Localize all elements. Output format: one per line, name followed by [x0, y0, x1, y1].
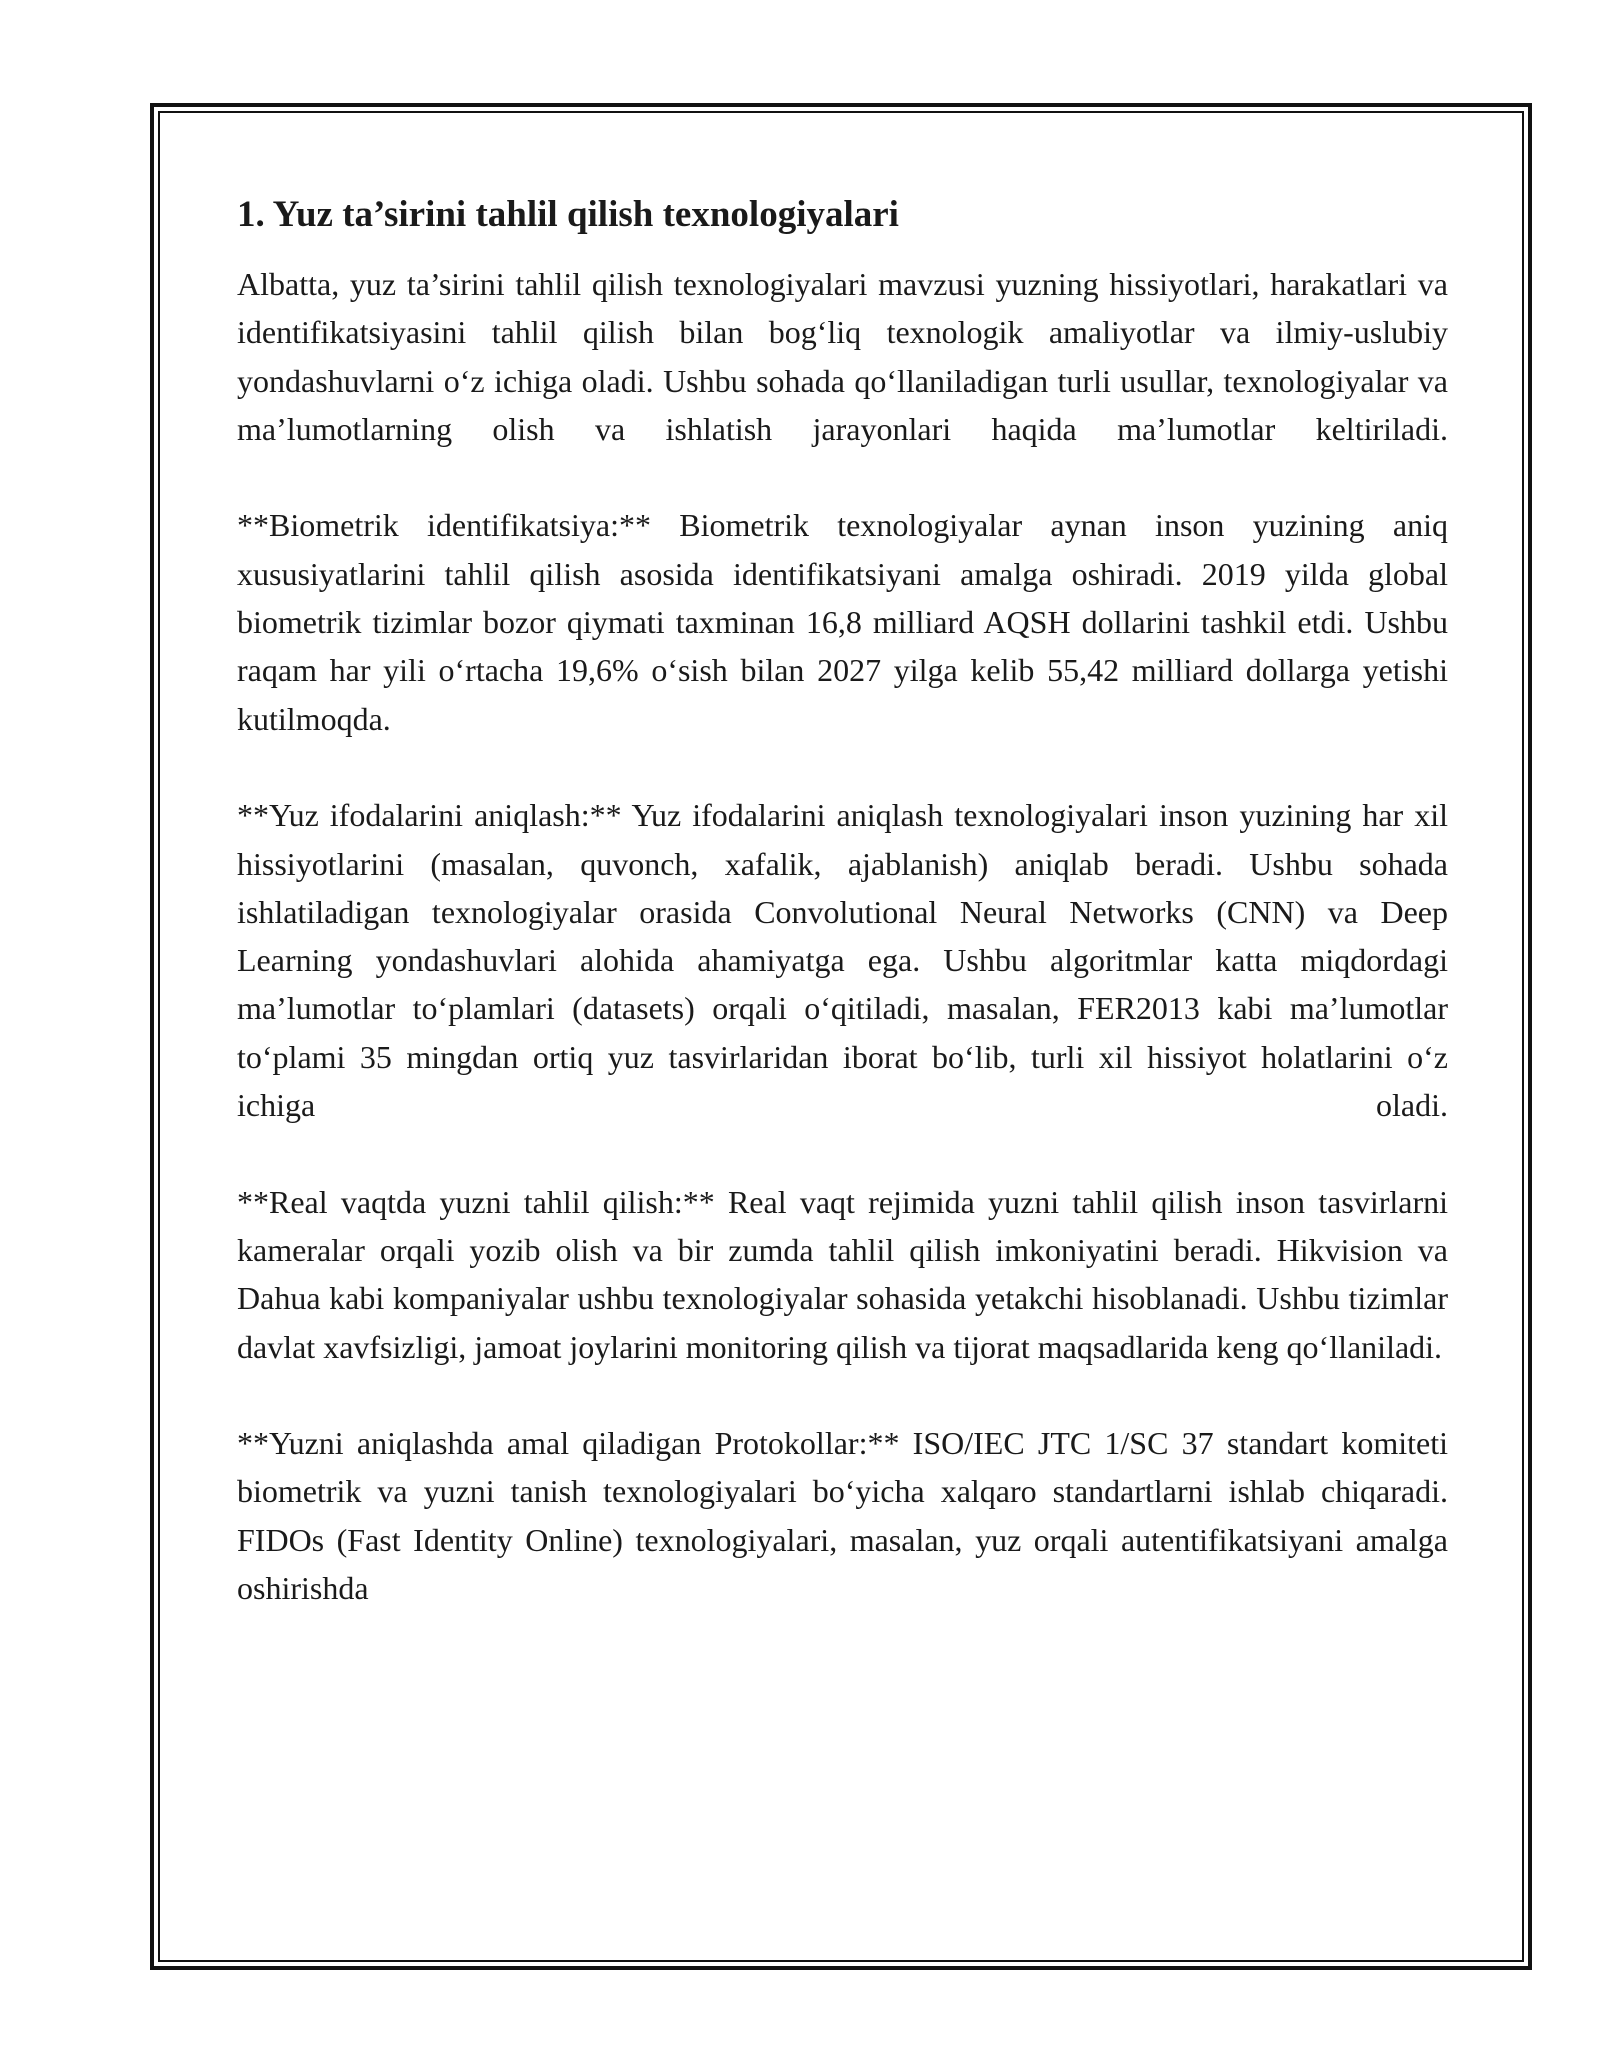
paragraph-gap [237, 1129, 1448, 1177]
intro-paragraph: Albatta, yuz ta’sirini tahlil qilish texnologiyalari mavzusi yuzning hissiyotlari, harakatlari va identifikatsiyasini tahlil qilish bilan bog‘liq texnologik amaliyotlar va ilmiy-uslubiy yondashuvlarni o‘z ichiga oladi. Ushbu sohada qo‘llaniladigan turli usullar, texnologiyalar va ma’lumotlarning olish va ishlatish jarayonlari haqida ma’lumotlar keltiriladi. [237, 266, 1448, 447]
paragraph-gap [237, 1371, 1448, 1419]
realtime-paragraph: **Real vaqtda yuzni tahlil qilish:** Real vaqt rejimida yuzni tahlil qilish inson tasvirlarni kameralar orqali yozib olish va bir zumda tahlil qilish imkoniyatini beradi. Hikvision va Dahua kabi kompaniyalar ushbu texnologiyalar sohasida yetakchi hisoblanadi. Ushbu tizimlar davlat xavfsizligi, jamoat joylarini monitoring qilish va tijorat maqsadlarida keng qo‘llaniladi. [237, 1183, 1448, 1365]
biometric-paragraph: **Biometrik identifikatsiya:** Biometrik texnologiyalar aynan inson yuzining aniq xususiyatlarini tahlil qilish asosida identifikatsiyani amalga oshiradi. 2019 yilda global biometrik tizimlar bozor qiymati taxminan 16,8 milliard AQSH dollarini tashkil etdi. Ushbu raqam har yili o‘rtacha 19,6% o‘sish bilan 2027 yilga kelib 55,42 milliard dollarga yetishi kutilmoqda. [237, 507, 1448, 737]
document-body [237, 189, 1448, 1607]
expressions-paragraph: **Yuz ifodalarini aniqlash:** Yuz ifodalarini aniqlash texnologiyalari inson yuzining har xil hissiyotlarini (masalan, quvonch, xafalik, ajablanish) aniqlab beradi. Ushbu sohada ishlatiladigan texnologiyalar orasida Convolutional Neural Networks (CNN) va Deep Learning yondashuvlari alohida ahamiyatga ega. Ushbu algoritmlar katta miqdordagi ma’lumotlar to‘plamlari (datasets) orqali o‘qitiladi, masalan, FER2013 kabi ma’lumotlar to‘plami 35 mingdan ortiq yuz tasvirlaridan iborat bo‘lib, turli xil hissiyot holatlarini o‘z ichiga oladi. [237, 797, 1448, 1124]
section-title: 1. Yuz ta’sirini tahlil qilish texnologiyalari [237, 194, 899, 235]
protocols-paragraph: **Yuzni aniqlashda amal qiladigan Protokollar:** ISO/IEC JTC 1/SC 37 standart komiteti biometrik va yuzni tanish texnologiyalari bo‘yicha xalqaro standartlarni ishlab chiqaradi. FIDOs (Fast Identity Online) texnologiyalari, masalan, yuz orqali autentifikatsiyani amalga oshirishda [237, 1425, 1448, 1607]
paragraph-gap [237, 743, 1448, 791]
paragraph-gap [237, 453, 1448, 501]
